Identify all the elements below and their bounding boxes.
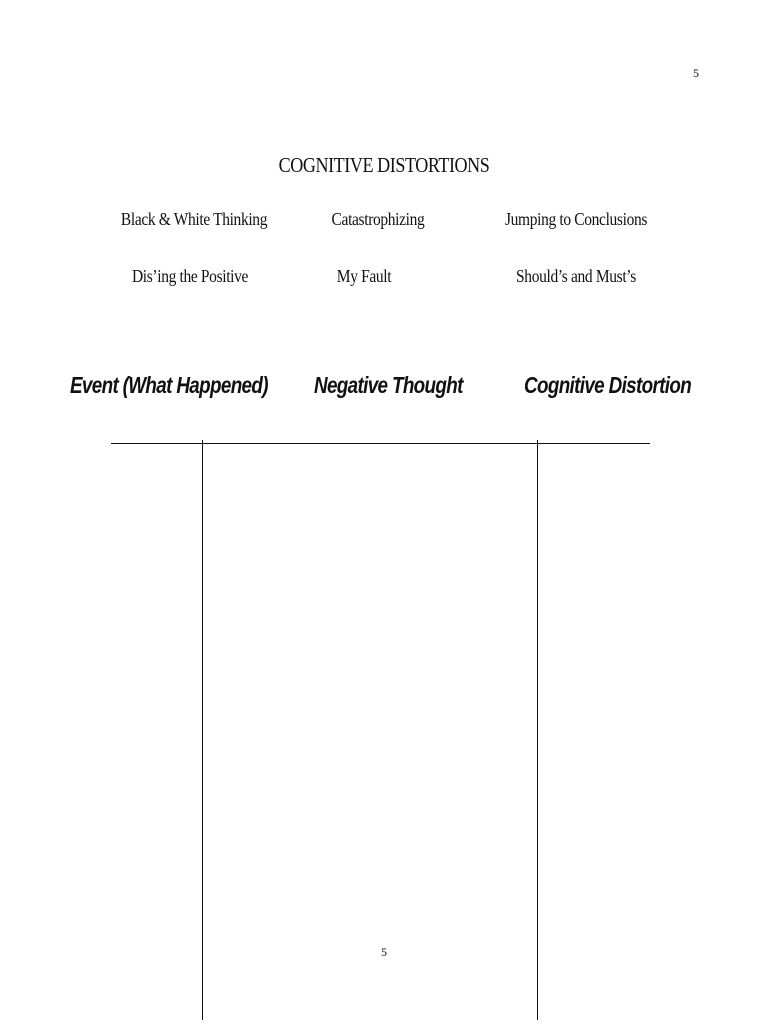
distortion-black-white-thinking: Black & White Thinking [120, 209, 268, 229]
table-horizontal-rule [111, 443, 650, 444]
page-number-top: 5 [693, 66, 699, 80]
distortion-shoulds-and-musts: Should’s and Must’s [516, 266, 636, 286]
column-header-cognitive-distortion: Cognitive Distortion [524, 372, 692, 398]
column-header-event: Event (What Happened) [70, 372, 268, 398]
distortion-disqualifying-positive: Dis’ing the Positive [131, 266, 249, 286]
distortion-catastrophizing: Catastrophizing [331, 209, 425, 229]
worksheet-title: COGNITIVE DISTORTIONS [278, 153, 490, 177]
table-column-divider-right [537, 440, 538, 1020]
distortion-my-fault: My Fault [336, 266, 392, 286]
table-column-divider-left [202, 440, 203, 1020]
distortion-jumping-to-conclusions: Jumping to Conclusions [504, 209, 648, 229]
column-header-negative-thought: Negative Thought [314, 372, 463, 398]
page-number-bottom: 5 [381, 945, 387, 959]
